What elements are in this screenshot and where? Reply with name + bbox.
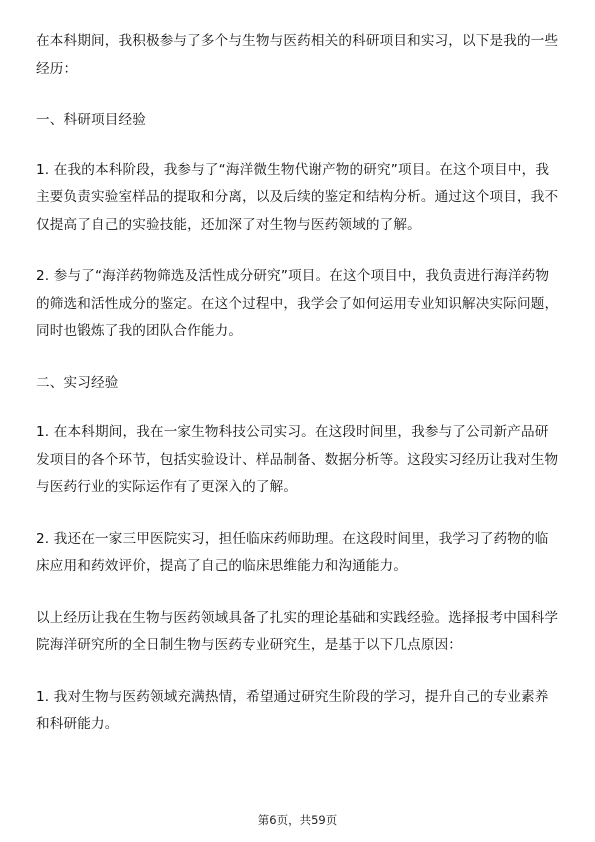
- research-item-1: 1. 在我的本科阶段，我参与了“海洋微生物代谢产物的研究”项目。在这个项目中，我主要负责实验室样品的提取和分离，以及后续的鉴定和结构分析。通过这个项目，我不仅提高了自己的实验技能，还加深了对生物与医药领域的了解。: [36, 161, 559, 233]
- internship-item-2: 2. 我还在一家三甲医院实习，担任临床药师助理。在这段时间里，我学习了药物的临床应用和药效评价，提高了自己的临床思维能力和沟通能力。: [36, 530, 549, 574]
- internship-item-1: 1. 在本科期间，我在一家生物科技公司实习。在这段时间里，我参与了公司新产品研发项目的各个环节，包括实验设计、样品制备、数据分析等。这段实习经历让我对生物与医药行业的实际运作有了更深入的了解。: [36, 424, 559, 495]
- reason-item-1: 1. 我对生物与医药领域充满热情，希望通过研究生阶段的学习，提升自己的专业素养和科研能力。: [36, 688, 549, 732]
- document-body: [36, 28, 560, 763]
- intro-paragraph: 在本科期间，我积极参与了多个与生物与医药相关的科研项目和实习，以下是我的一些经历：: [36, 33, 559, 77]
- summary-paragraph: 以上经历让我在生物与医药领域具备了扎实的理论基础和实践经验。选择报考中国科学院海洋研究所的全日制生物与医药专业研究生，是基于以下几点原因：: [36, 609, 559, 653]
- page-number: 第6页，共59页: [257, 813, 338, 827]
- section-heading-internship: 二、实习经验: [36, 374, 119, 391]
- research-item-2: 2. 参与了“海洋药物筛选及活性成分研究”项目。在这个项目中，我负责进行海洋药物的筛选和活性成分的鉴定。在这个过程中，我学会了如何运用专业知识解决实际问题，同时也锻炼了我的团队合作能力。: [36, 268, 559, 339]
- section-heading-research: 一、科研项目经验: [36, 112, 146, 128]
